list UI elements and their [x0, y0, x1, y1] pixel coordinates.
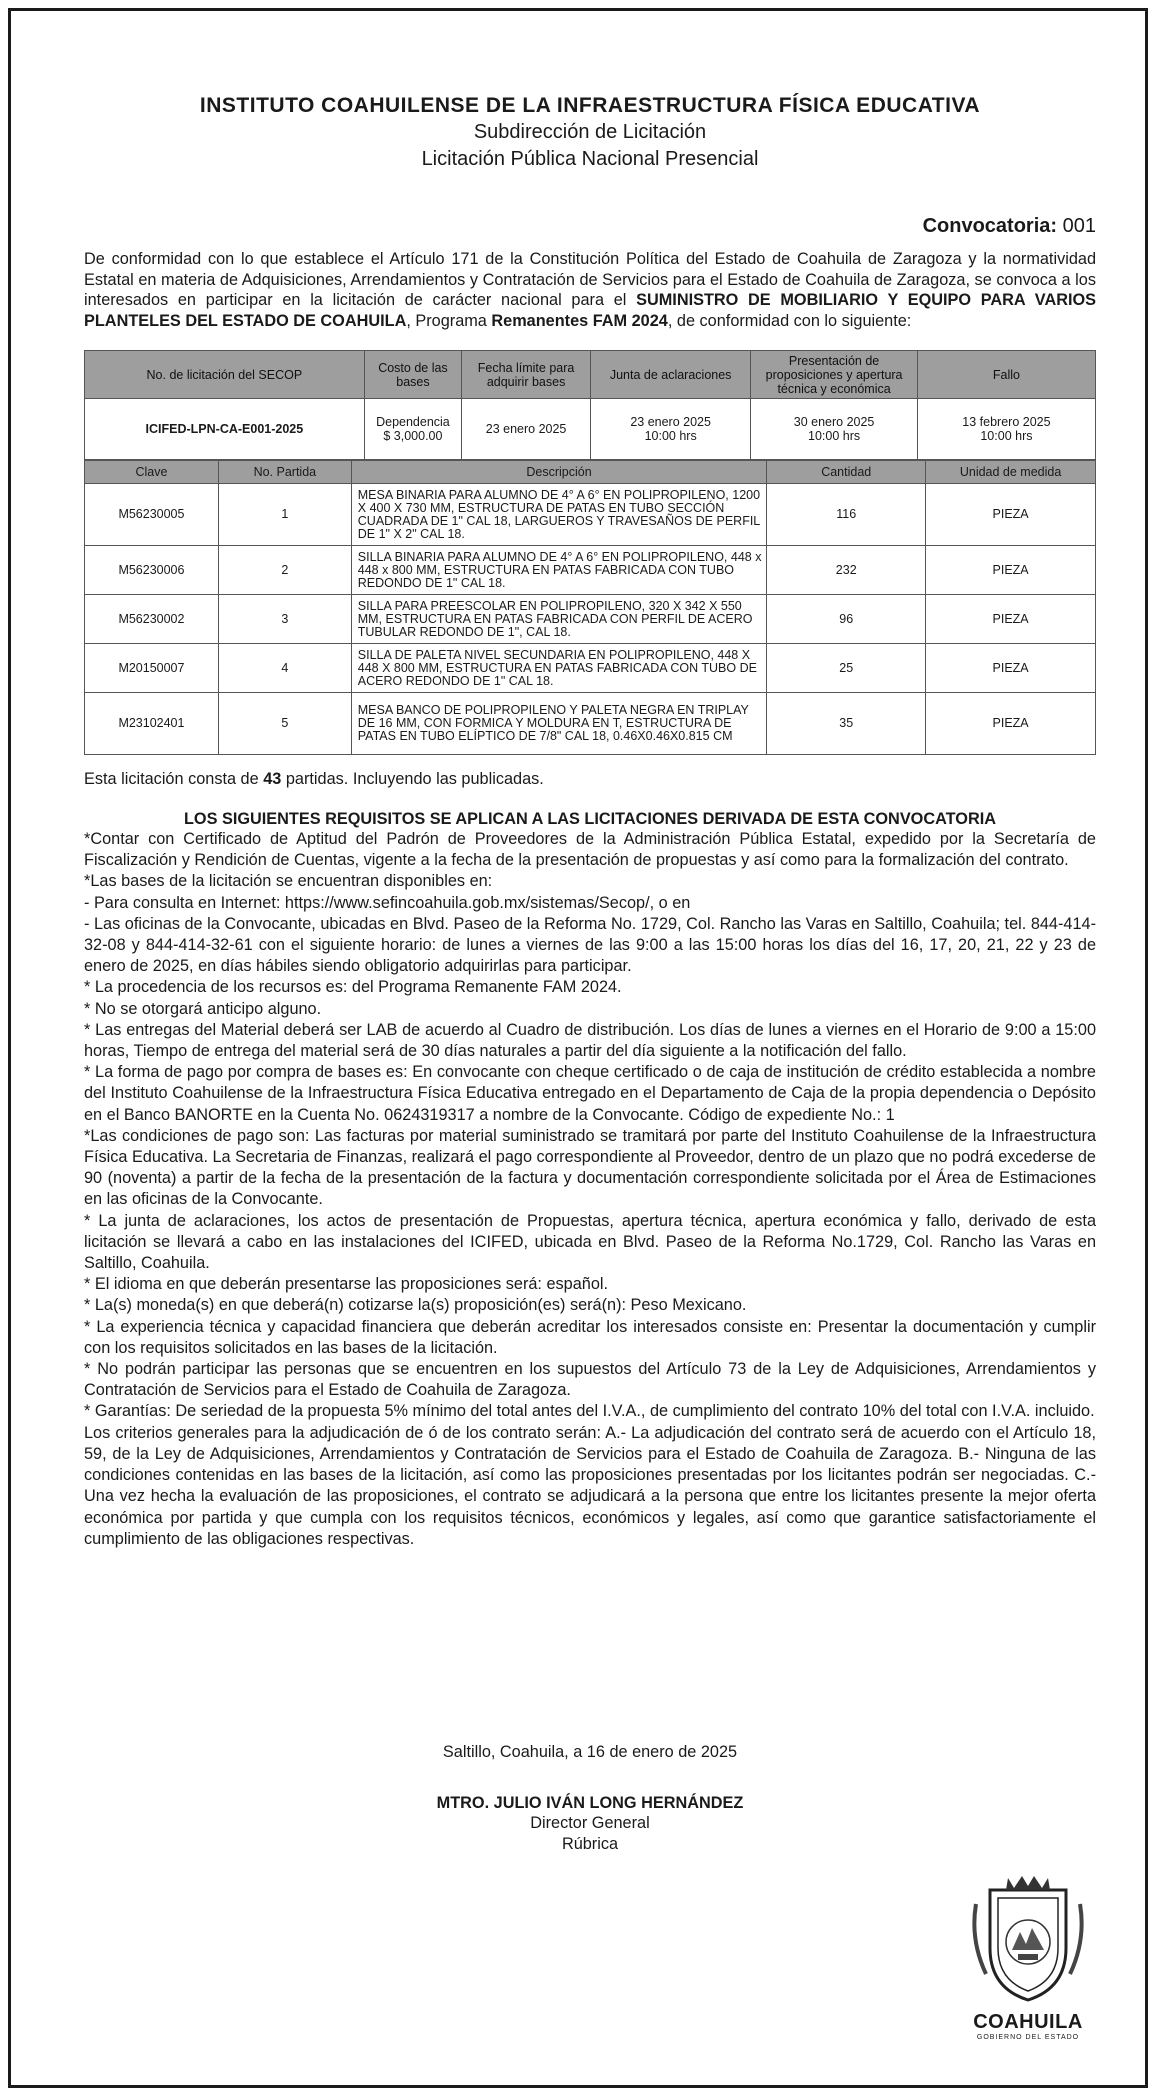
partidas-count: 43	[263, 770, 282, 788]
ruling-date: 13 febrero 2025	[962, 415, 1051, 429]
intro-bold-1: SUMINISTRO DE MOBILIARIO Y EQUIPO PARA VARIOS PLANTELES DEL ESTADO DE COAHUILA	[84, 291, 1097, 330]
signer-rubric: Rúbrica	[561, 1834, 619, 1853]
item-number: 3	[218, 595, 351, 644]
item-unit: PIEZA	[926, 484, 1096, 546]
item-number: 5	[218, 693, 351, 755]
item-unit: PIEZA	[926, 644, 1096, 693]
item-description: SILLA BINARIA PARA ALUMNO DE 4° A 6° EN POLIPROPILENO, 448 x 448 x 800 MM, ESTRUCTURA EN PATAS FABRICADA CON TUBO REDONDO DE 1" CAL 18.	[351, 546, 767, 595]
tender-number: ICIFED-LPN-CA-E001-2025	[85, 399, 365, 460]
item-description: MESA BANCO DE POLIPROPILENO Y PALETA NEGRA EN TRIPLAY DE 16 MM, CON FORMICA Y MOLDURA EN T, ESTRUCTURA DE PATAS EN TUBO ELÍPTICO DE 7/8" CAL 18, 0.46X0.46X0.815 CM	[351, 693, 767, 755]
bases-deadline: 23 enero 2025	[462, 399, 591, 460]
requirement-item: * La(s) moneda(s) en que deberá(n) cotizarse la(s) proposición(es) será(n): Peso Mexicano.	[84, 1296, 747, 1315]
requirement-item: * La experiencia técnica y capacidad financiera que deberán acreditar los interesados consiste en: Presentar la documentación y cumplir con los requisitos solicitados en las bases de la licitación.	[84, 1317, 1096, 1357]
convocatoria-label: Convocatoria:	[922, 215, 1058, 237]
institution-title: INSTITUTO COAHUILENSE DE LA INFRAESTRUCTURA FÍSICA EDUCATIVA	[199, 94, 981, 117]
clarification-meeting	[591, 399, 751, 460]
requirement-item: *Las condiciones de pago son: Las facturas por material suministrado se tramitará por parte del Instituto Coahuilense de la Infraestructura Física Educativa. La Secretaria de Finanzas, realizará el pago correspondiente al Proveedor, dentro de un plazo que no podrá excederse de 90 (noventa) a partir de la fecha de la presentación de la factura y documentación correspondiente solicitada por el Área de Estimaciones en las oficinas de la Convocante.	[84, 1126, 1096, 1209]
coahuila-logo	[959, 1870, 1097, 2050]
intro-bold-2: Remanentes FAM 2024	[491, 311, 668, 330]
convocatoria-number	[84, 213, 1096, 239]
requirement-item: * No podrán participar las personas que se encuentren en los supuestos del Artículo 73 de la Ley de Adquisiciones, Arrendamientos y Contratación de Servicios para el Estado de Coahuila de Zaragoza.	[84, 1360, 1096, 1400]
column-header: Descripción	[351, 461, 767, 484]
requirements-title: LOS SIGUIENTES REQUISITOS SE APLICAN A LAS LICITACIONES DERIVADA DE ESTA CONVOCATORIA	[183, 810, 996, 828]
intro-text-2: , Programa	[406, 311, 492, 330]
signature-block	[84, 1742, 1096, 1854]
column-header: No. Partida	[218, 461, 351, 484]
requirement-item: * Garantías: De seriedad de la propuesta 5% mínimo del total antes del I.V.A., de cumplimiento del contrato 10% del total con I.V.A. incluido.	[84, 1402, 1095, 1421]
tender-type-title: Licitación Pública Nacional Presencial	[421, 148, 759, 170]
document-body	[84, 92, 1096, 1550]
item-quantity: 116	[767, 484, 926, 546]
item-code: M20150007	[85, 644, 219, 693]
item-quantity: 25	[767, 644, 926, 693]
clarification-time: 10:00 hrs	[644, 429, 697, 443]
presentation-date: 30 enero 2025	[793, 415, 875, 429]
item-quantity: 35	[767, 693, 926, 755]
requirement-item: - Para consulta en Internet: https://www.sefincoahuila.gob.mx/sistemas/Secop/, o en	[84, 893, 691, 912]
subdirection-title: Subdirección de Licitación	[473, 121, 707, 143]
item-quantity: 232	[767, 546, 926, 595]
column-header: Costo de las bases	[364, 351, 461, 399]
table-row	[85, 595, 1096, 644]
item-code: M56230002	[85, 595, 219, 644]
ruling	[917, 399, 1095, 460]
requirement-item: * Las entregas del Material deberá ser LAB de acuerdo al Cuadro de distribución. Los días de lunes a viernes en el Horario de 9:00 a 15:00 horas, Tiempo de entrega del material será de 30 días naturales a partir del día siguiente a la notificación del fallo.	[84, 1020, 1096, 1061]
item-description: SILLA PARA PREESCOLAR EN POLIPROPILENO, 320 X 342 X 550 MM, ESTRUCTURA EN PATAS FABRICADA CON PERFIL DE ACERO TUBULAR REDONDO DE 1", CAL 18.	[351, 595, 767, 644]
intro-paragraph	[84, 249, 1096, 331]
table-row	[85, 399, 1096, 460]
table-row	[85, 484, 1096, 546]
table-row	[85, 644, 1096, 693]
item-unit: PIEZA	[926, 693, 1096, 755]
column-header: Junta de aclaraciones	[591, 351, 751, 399]
clarification-date: 23 enero 2025	[630, 415, 711, 429]
table-header-row	[85, 351, 1096, 399]
ruling-time: 10:00 hrs	[980, 429, 1033, 443]
tender-schedule-table	[84, 350, 1096, 460]
requirement-item: * El idioma en que deberán presentarse las proposiciones será: español.	[84, 1275, 609, 1294]
bases-cost-line-1: Dependencia	[376, 415, 450, 429]
coat-of-arms-icon	[968, 1870, 1088, 2002]
requirement-item: * La junta de aclaraciones, los actos de presentación de Propuestas, apertura técnica, apertura económica y fallo, derivado de esta licitación se llevará a cabo en las instalaciones del ICIFED, ubicada en Blvd. Paseo de la Reforma No.1729, Col. Rancho las Varas en Saltillo, Coahuila.	[84, 1211, 1096, 1273]
table-row	[85, 546, 1096, 595]
intro-text-3: , de conformidad con lo siguiente:	[667, 311, 912, 330]
signer-name: MTRO. JULIO IVÁN LONG HERNÁNDEZ	[436, 1793, 744, 1812]
requirement-item: * No se otorgará anticipo alguno.	[84, 999, 322, 1018]
logo-subtitle: GOBIERNO DEL ESTADO	[976, 2034, 1080, 2041]
table-header-row	[85, 461, 1096, 484]
requirement-item: *Contar con Certificado de Aptitud del Padrón de Proveedores de la Administración Pública Estatal, expedido por la Secretaría de Fiscalización y Rendición de Cuentas, vigente a la fecha de la presentación de propuestas y así como para la formalización del contrato.	[84, 830, 1096, 870]
item-code: M56230005	[85, 484, 219, 546]
column-header: Fallo	[917, 351, 1095, 399]
requirements-list	[84, 829, 1096, 1550]
place-date: Saltillo, Coahuila, a 16 de enero de 2025	[442, 1743, 738, 1761]
item-number: 1	[218, 484, 351, 546]
column-header: Unidad de medida	[926, 461, 1096, 484]
bases-cost	[364, 399, 461, 460]
item-number: 4	[218, 644, 351, 693]
table-row	[85, 693, 1096, 755]
item-description: SILLA DE PALETA NIVEL SECUNDARIA EN POLIPROPILENO, 448 X 448 X 800 MM, ESTRUCTURA EN PATAS FABRICADA CON TUBO DE ACERO REDONDO DE 1" CAL 18.	[351, 644, 767, 693]
column-header: No. de licitación del SECOP	[85, 351, 365, 399]
requirement-item: Los criterios generales para la adjudicación de ó de los contrato serán: A.- La adjudicación del contrato será de acuerdo con el Artículo 18, 59, de la Ley de Adquisiciones, Arrendamientos y Contratación de Servicios para el Estado de Coahuila de Zaragoza. B.- Ninguna de las condiciones contenidas en las bases de la licitación, así como las proposiciones presentadas por los licitantes podrán ser negociadas. C.- Una vez hecha la evaluación de las proposiciones, el contrato se adjudicará a la persona que entre los licitantes presente la mejor oferta económica por partida y que cumpla con los requisitos técnicos, económicos y legales, así como que garantice satisfactoriamente el cumplimiento de las obligaciones respectivas.	[84, 1423, 1096, 1548]
partidas-note	[84, 769, 1096, 789]
bases-cost-line-2: $ 3,000.00	[383, 429, 443, 443]
column-header: Presentación de proposiciones y apertura técnica y económica	[751, 351, 918, 399]
presentation-time: 10:00 hrs	[808, 429, 861, 443]
items-table	[84, 460, 1096, 755]
intro-text-1: De conformidad con lo que establece el Artículo 171 de la Constitución Política del Estado de Coahuila de Zaragoza y la normatividad Estatal en materia de Adquisiciones, Arrendamientos y Contratación de Servicios para el Estado de Coahuila de Zaragoza, se convoca a los interesados en participar en la licitación de carácter nacional para el	[84, 250, 1096, 309]
requirement-item: *Las bases de la licitación se encuentran disponibles en:	[84, 872, 493, 891]
document-header	[84, 92, 1096, 173]
proposal-presentation	[751, 399, 918, 460]
signer-position: Director General	[530, 1814, 650, 1832]
item-unit: PIEZA	[926, 546, 1096, 595]
logo-wordmark: COAHUILA	[973, 2011, 1083, 2033]
column-header: Fecha límite para adquirir bases	[462, 351, 591, 399]
item-code: M56230006	[85, 546, 219, 595]
column-header: Cantidad	[767, 461, 926, 484]
partidas-note-text-1: Esta licitación consta de	[84, 770, 264, 788]
item-unit: PIEZA	[926, 595, 1096, 644]
column-header: Clave	[85, 461, 219, 484]
item-number: 2	[218, 546, 351, 595]
requirement-item: * La forma de pago por compra de bases es: En convocante con cheque certificado o de caja de institución de crédito establecida a nombre del Instituto Coahuilense de la Infraestructura Física Educativa entregado en el Departamento de Caja de la propia dependencia o Depósito en el Banco BANORTE en la Cuenta No. 0624319317 a nombre de la Convocante. Código de expediente No.: 1	[84, 1063, 1096, 1124]
item-description: MESA BINARIA PARA ALUMNO DE 4° A 6° EN POLIPROPILENO, 1200 X 400 X 730 MM, ESTRUCTURA DE PATAS EN TUBO SECCIÓN CUADRADA DE 1" CAL 18, LARGUEROS Y TRAVESAÑOS DE PERFIL DE 1" X 2" CAL 18.	[351, 484, 767, 546]
item-quantity: 96	[767, 595, 926, 644]
partidas-note-text-2: partidas. Incluyendo las publicadas.	[281, 770, 544, 788]
requirement-item: * La procedencia de los recursos es: del Programa Remanente FAM 2024.	[84, 978, 622, 997]
item-code: M23102401	[85, 693, 219, 755]
requirement-item: - Las oficinas de la Convocante, ubicadas en Blvd. Paseo de la Reforma No. 1729, Col. Rancho las Varas en Saltillo, Coahuila; tel. 844-414-32-08 y 844-414-32-61 con el siguiente horario: de lunes a viernes de las 9:00 a las 15:00 horas los días del 16, 17, 20, 21, 22 y 23 de enero de 2025, en días hábiles siendo obligatorio adquirirlas para participar.	[84, 914, 1096, 976]
convocatoria-value: 001	[1062, 215, 1096, 237]
